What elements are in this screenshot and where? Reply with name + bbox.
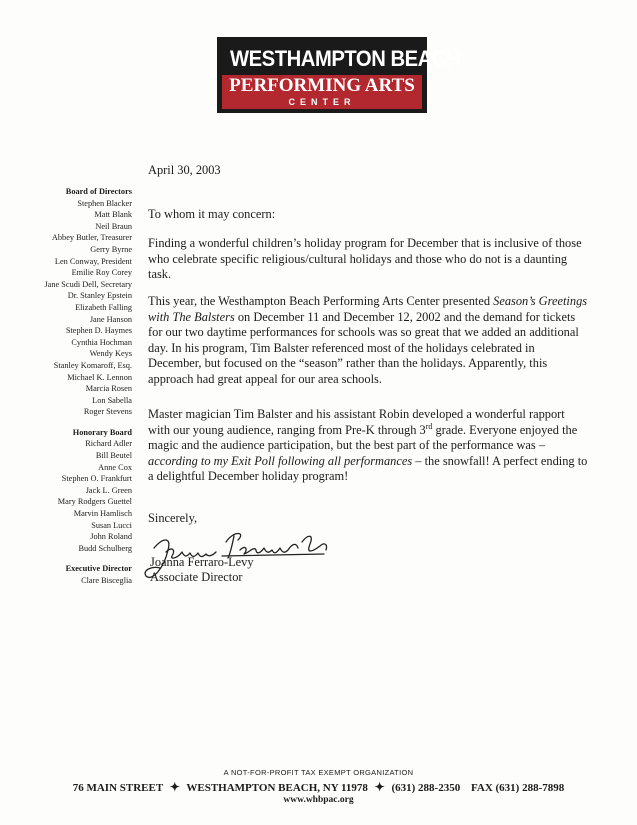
board-member: Len Conway, President [54,256,132,266]
board-member: Neil Braun [95,221,132,231]
separator-icon: ✦ [169,780,180,794]
footer-address [0,780,637,795]
footer-website: www.whbpac.org [283,795,354,805]
organization-logo [217,37,461,113]
logo-line-3: CENTER [288,97,356,107]
honorary-member: Bill Beutel [95,451,132,461]
board-member: Gerry Byrne [90,244,132,254]
footer-phone: (631) 288-2350 [391,782,461,794]
board-member: Roger Stevens [83,407,132,417]
closing: Sincerely, [148,511,198,525]
board-member: Abbey Butler, Treasurer [51,233,132,243]
board-member: Stephen D. Haymes [65,326,132,336]
board-member: Wendy Keys [89,349,132,359]
paragraph-1: Finding a wonderful children’s holiday program for December that is inclusive of those who celebrate specific religious/cultural holidays and those who do not is a daunting task. [148,236,582,282]
board-sidebar [30,186,132,587]
board-member: Matt Blank [94,210,132,220]
paragraph-3 [148,407,588,485]
letter-date: April 30, 2003 [148,163,221,177]
executive-director-heading: Executive Director [65,564,132,574]
board-member: Stanley Komaroff, Esq. [53,360,132,370]
honorary-member: Marvin Hamlisch [73,509,132,519]
signer-name: Joanna Ferraro-Levy [150,555,254,569]
signer-title: Associate Director [150,570,243,584]
board-member: Jane Hanson [89,314,132,324]
board-member: Stephen Blacker [77,198,132,208]
board-member: Cynthia Hochman [71,337,132,347]
honorary-list [30,438,132,554]
footer-fax: FAX (631) 288-7898 [470,782,565,794]
footer-street: 76 MAIN STREET [72,782,163,794]
board-member: Jane Scudi Dell, Secretary [44,279,132,289]
paragraph-2-text-b: on December 11 and December 12, 2002 and the demand for tickets for our two daytime performances for schools was so great that we added an additional day. In his program, Tim Balster referenced most of the holidays celebrated in December, but focused on the “season” rather than the holidays. Apparently, this approach had great appeal for our area schools. [148,309,579,386]
paragraph-3-text-c: – the snowfall! A perfect ending to a delightful December holiday program! [148,453,588,484]
paragraph-3-italic: according to my Exit Poll following all performances [148,453,413,468]
board-heading: Board of Directors [65,187,132,196]
paragraph-3-text-b: grade. Everyone enjoyed the magic and the audience participation, but the best part of the performance was – [148,422,578,453]
honorary-member: Mary Rodgers Guettel [57,497,132,507]
board-member: Marcia Rosen [85,384,132,394]
honorary-member: Richard Adler [85,439,132,449]
board-member: Michael K. Lennon [67,372,132,382]
board-member: Dr. Stanley Epstein [67,291,132,301]
board-list [30,198,132,418]
honorary-member: Jack L. Green [85,485,132,495]
honorary-heading: Honorary Board [72,427,132,437]
paragraph-2 [148,294,588,388]
paragraph-3-text-a: Master magician Tim Balster and his assistant Robin developed a wonderful rapport with our young audience, ranging from Pre-K through 3 [148,407,565,437]
honorary-member: Stephen O. Frankfurt [61,474,132,484]
executive-director-name: Clare Bisceglia [81,576,132,585]
honorary-member: Anne Cox [98,462,132,472]
logo-line-1: WESTHAMPTON BEACH [230,46,461,71]
paragraph-2-text-a: This year, the Westhampton Beach Performing Arts Center presented [148,294,494,308]
honorary-member: Susan Lucci [91,520,132,530]
separator-icon: ✦ [374,780,385,794]
program-title: Season’s Greetings with The Balsters [148,294,588,324]
logo-line-2: PERFORMING ARTS [229,75,415,96]
board-member: Emilie Roy Corey [71,268,132,278]
signer-block [150,555,254,585]
logo-red-band [222,75,422,109]
honorary-member: John Roland [90,532,132,542]
honorary-member: Budd Schulberg [78,543,132,553]
footer-city: WESTHAMPTON BEACH, NY 11978 [186,782,368,794]
footer-organization-note: A NOT-FOR-PROFIT TAX EXEMPT ORGANIZATION [223,768,414,777]
board-member: Elizabeth Falling [75,302,132,312]
salutation: To whom it may concern: [148,207,276,221]
ordinal-suffix: rd [425,421,433,431]
board-member: Lon Sabella [92,395,132,405]
